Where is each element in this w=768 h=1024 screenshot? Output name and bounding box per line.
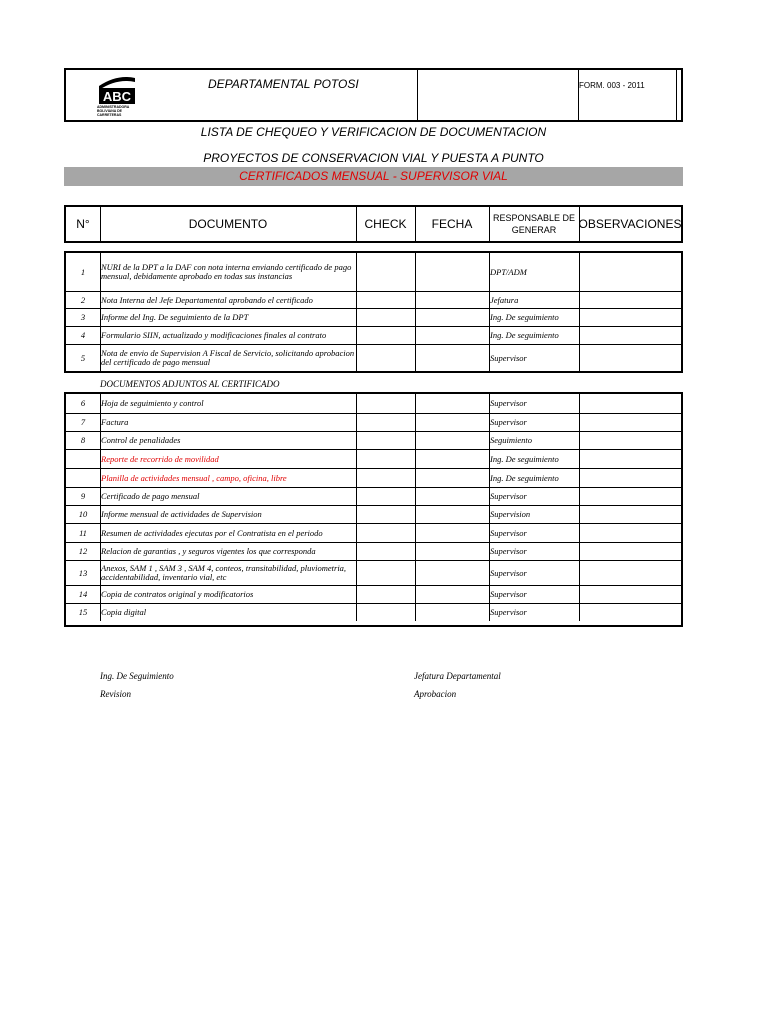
observaciones-cell[interactable] — [579, 561, 681, 585]
document-title: LISTA DE CHEQUEO Y VERIFICACION DE DOCUMENTACION — [200, 125, 547, 139]
row-number: 3 — [80, 312, 86, 322]
check-cell[interactable] — [356, 345, 415, 371]
observaciones-cell[interactable] — [579, 506, 681, 523]
row-document: Certificado de pago mensual — [101, 491, 200, 501]
row-number: 4 — [80, 330, 86, 340]
table-row — [66, 326, 681, 344]
row-responsable: Supervisor — [490, 398, 527, 408]
row-document: Resumen de actividades ejecutas por el Contratista en el periodo — [101, 527, 323, 538]
observaciones-cell[interactable] — [579, 327, 681, 344]
fecha-cell[interactable] — [415, 469, 489, 487]
check-cell[interactable] — [356, 604, 415, 621]
table-row — [66, 449, 681, 468]
row-number: 1 — [80, 266, 86, 277]
row-document: Copia de contratos original y modificatorios — [101, 589, 254, 599]
row-number: 2 — [80, 294, 86, 305]
row-responsable: Jefatura — [490, 294, 519, 305]
fecha-cell[interactable] — [415, 543, 489, 560]
observaciones-cell[interactable] — [579, 432, 681, 449]
fecha-cell[interactable] — [415, 506, 489, 523]
row-number: 12 — [78, 546, 88, 556]
signature-right-role: Aprobacion — [414, 689, 457, 699]
row-document: Anexos, SAM 1 , SAM 3 , SAM 4, conteos, transitabilidad, pluviometria, accidentabilidad, inventario vial, etc — [101, 563, 347, 582]
header-divider — [417, 70, 418, 120]
observaciones-cell[interactable] — [579, 345, 681, 371]
row-number: 15 — [78, 607, 88, 617]
fecha-cell[interactable] — [415, 327, 489, 344]
row-number: 9 — [80, 491, 86, 501]
row-document: Nota de envio de Supervision A Fiscal de Servicio, solicitando aprobacion del certificado de pago mensual — [101, 348, 355, 367]
department-name: DEPARTAMENTAL POTOSI — [208, 77, 359, 91]
check-cell[interactable] — [356, 292, 415, 308]
table-row — [66, 603, 681, 621]
row-number: 14 — [78, 589, 88, 599]
row-number — [66, 450, 100, 468]
observaciones-cell[interactable] — [579, 292, 681, 308]
row-responsable: DPT/ADM — [490, 266, 527, 277]
header-divider — [578, 70, 579, 120]
row-responsable: Supervisor — [490, 546, 527, 556]
fecha-cell[interactable] — [415, 488, 489, 505]
table-row — [66, 394, 681, 413]
row-responsable: Ing. De seguimiento — [490, 330, 559, 340]
fecha-cell[interactable] — [415, 604, 489, 621]
check-cell[interactable] — [356, 450, 415, 468]
checklist-table-main — [64, 251, 683, 373]
signature-left-role: Revision — [100, 689, 131, 699]
table-row — [66, 253, 681, 291]
check-cell[interactable] — [356, 586, 415, 603]
fecha-cell[interactable] — [415, 414, 489, 431]
row-document: Copia digital — [101, 607, 147, 617]
row-number: 11 — [79, 527, 87, 538]
row-responsable: Supervision — [490, 509, 531, 519]
observaciones-cell[interactable] — [579, 394, 681, 413]
table-row — [66, 431, 681, 449]
col-header-documento: DOCUMENTO — [188, 217, 268, 231]
observaciones-cell[interactable] — [579, 524, 681, 542]
observaciones-cell[interactable] — [579, 450, 681, 468]
observaciones-cell[interactable] — [579, 488, 681, 505]
form-code: FORM. 003 - 2011 — [579, 81, 645, 90]
signature-left-name: Ing. De Seguimiento — [100, 671, 174, 681]
row-responsable: Supervisor — [490, 417, 527, 427]
table-header — [64, 205, 683, 243]
adjuntos-label: DOCUMENTOS ADJUNTOS AL CERTIFICADO — [100, 379, 280, 389]
row-document: NURI de la DPT a la DAF con nota interna enviando certificado de pago mensual, debidamente aprobado en todas sus instancias — [101, 262, 352, 281]
check-cell[interactable] — [356, 488, 415, 505]
fecha-cell[interactable] — [415, 586, 489, 603]
document-subtitle: PROYECTOS DE CONSERVACION VIAL Y PUESTA A PUNTO — [203, 151, 544, 165]
fecha-cell[interactable] — [415, 561, 489, 585]
fecha-cell[interactable] — [415, 292, 489, 308]
table-row — [66, 487, 681, 505]
table-row — [66, 413, 681, 431]
check-cell[interactable] — [356, 543, 415, 560]
row-document: Hoja de seguimiento y control — [101, 398, 204, 408]
table-row — [66, 344, 681, 371]
banner-text: CERTIFICADOS MENSUAL - SUPERVISOR VIAL — [239, 169, 508, 183]
fecha-cell[interactable] — [415, 450, 489, 468]
col-header-responsable: RESPONSABLE DE GENERAR — [492, 213, 576, 235]
observaciones-cell[interactable] — [579, 414, 681, 431]
row-responsable: Supervisor — [490, 352, 527, 363]
row-number: 10 — [78, 509, 88, 519]
row-document: Reporte de recorrido de movilidad — [101, 453, 219, 464]
form-header — [64, 68, 683, 122]
row-document: Informe mensual de actividades de Supervision — [101, 509, 262, 519]
row-number: 8 — [80, 435, 86, 445]
row-number: 7 — [80, 417, 86, 427]
table-row — [66, 560, 681, 585]
row-document: Informe del Ing. De seguimiento de la DPT — [101, 312, 249, 322]
row-responsable: Supervisor — [490, 607, 527, 617]
header-divider — [676, 70, 677, 120]
logo-text: ABC — [102, 89, 132, 104]
row-document: Nota Interna del Jefe Departamental aprobando el certificado — [101, 294, 313, 305]
check-cell[interactable] — [356, 394, 415, 413]
check-cell[interactable] — [356, 506, 415, 523]
row-responsable: Supervisor — [490, 589, 527, 599]
observaciones-cell[interactable] — [579, 586, 681, 603]
check-cell[interactable] — [356, 327, 415, 344]
observaciones-cell[interactable] — [579, 604, 681, 621]
col-header-n: N° — [76, 217, 90, 231]
table-row — [66, 291, 681, 308]
fecha-cell[interactable] — [415, 432, 489, 449]
table-row — [66, 585, 681, 603]
row-number: 13 — [78, 567, 88, 578]
signature-right-name: Jefatura Departamental — [414, 671, 501, 681]
check-cell[interactable] — [356, 469, 415, 487]
fecha-cell[interactable] — [415, 253, 489, 291]
logo-subtext: ADMINISTRADORA BOLIVIANA DE CARRETERAS — [97, 105, 130, 117]
row-responsable: Supervisor — [490, 491, 527, 501]
row-document: Control de penalidades — [101, 435, 181, 445]
row-responsable: Ing. De seguimiento — [490, 472, 559, 483]
row-responsable: Supervisor — [490, 527, 527, 538]
row-responsable: Seguimiento — [490, 435, 533, 445]
row-responsable: Supervisor — [490, 567, 527, 578]
check-cell[interactable] — [356, 561, 415, 585]
check-cell[interactable] — [356, 524, 415, 542]
checklist-table-attachments — [64, 392, 683, 627]
row-responsable: Ing. De seguimiento — [490, 453, 559, 464]
row-number: 5 — [80, 352, 86, 363]
check-cell[interactable] — [356, 253, 415, 291]
row-number: 6 — [80, 398, 86, 408]
row-document: Relacion de garantias , y seguros vigentes los que corresponda — [101, 546, 316, 556]
fecha-cell[interactable] — [415, 524, 489, 542]
fecha-cell[interactable] — [415, 309, 489, 326]
check-cell[interactable] — [356, 309, 415, 326]
row-document: Planilla de actividades mensual , campo, oficina, libre — [101, 472, 287, 483]
table-row — [66, 542, 681, 560]
col-header-observaciones: OBSERVACIONES — [578, 217, 682, 231]
check-cell[interactable] — [356, 432, 415, 449]
table-row — [66, 308, 681, 326]
fecha-cell[interactable] — [415, 394, 489, 413]
table-row — [66, 505, 681, 523]
observaciones-cell[interactable] — [579, 469, 681, 487]
col-header-fecha: FECHA — [431, 217, 473, 231]
col-header-check: CHECK — [364, 217, 407, 231]
row-document: Factura — [101, 417, 129, 427]
section-banner — [64, 167, 683, 186]
observaciones-cell[interactable] — [579, 543, 681, 560]
table-row — [66, 523, 681, 542]
table-row — [66, 468, 681, 487]
fecha-cell[interactable] — [415, 345, 489, 371]
row-number — [66, 469, 100, 487]
observaciones-cell[interactable] — [579, 253, 681, 291]
row-document: Formulario SIIN, actualizado y modificaciones finales al contrato — [101, 330, 327, 340]
row-responsable: Ing. De seguimiento — [490, 312, 559, 322]
check-cell[interactable] — [356, 414, 415, 431]
observaciones-cell[interactable] — [579, 309, 681, 326]
